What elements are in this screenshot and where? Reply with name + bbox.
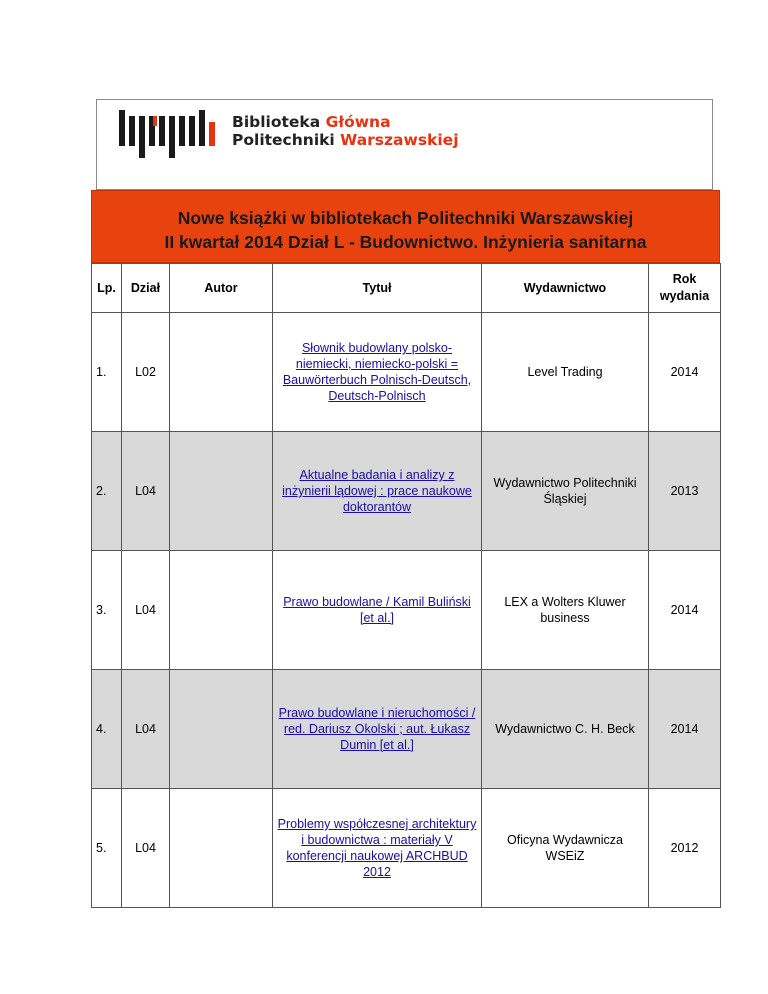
table-row: [92, 551, 721, 670]
header-lp: Lp.: [92, 264, 122, 313]
cell-rok: 2012: [649, 789, 721, 908]
cell-dzial: L04: [122, 551, 170, 670]
library-logo-icon: [119, 108, 219, 158]
header-rok: Rok wydania: [649, 264, 721, 313]
header-dzial: Dział: [122, 264, 170, 313]
library-logo-box: [96, 99, 713, 190]
cell-lp: 3.: [92, 551, 122, 670]
cell-tytul: [273, 313, 482, 432]
cell-rok: 2013: [649, 432, 721, 551]
book-title-link[interactable]: Problemy współczesnej architektury i budownictwa : materiały V konferencji naukowej ARCHBUD 2012: [277, 817, 477, 879]
library-logo-text: Biblioteka Główna Politechniki Warszawskiej: [232, 113, 459, 149]
cell-dzial: L04: [122, 789, 170, 908]
cell-dzial: L04: [122, 670, 170, 789]
header-autor: Autor: [170, 264, 273, 313]
cell-autor: [170, 551, 273, 670]
cell-tytul: [273, 670, 482, 789]
cell-tytul: [273, 789, 482, 908]
page-title: Nowe książki w bibliotekach Politechniki Warszawskiej: [177, 208, 634, 228]
cell-autor: [170, 432, 273, 551]
header-tytul: Tytuł: [273, 264, 482, 313]
cell-lp: 2.: [92, 432, 122, 551]
cell-dzial: L04: [122, 432, 170, 551]
cell-autor: [170, 313, 273, 432]
cell-wydawnictwo: LEX a Wolters Kluwer business: [482, 551, 649, 670]
table-row: [92, 789, 721, 908]
cell-tytul: [273, 551, 482, 670]
cell-rok: 2014: [649, 670, 721, 789]
cell-tytul: [273, 432, 482, 551]
cell-autor: [170, 789, 273, 908]
table-row: [92, 313, 721, 432]
cell-wydawnictwo: Wydawnictwo C. H. Beck: [482, 670, 649, 789]
cell-lp: 5.: [92, 789, 122, 908]
book-title-link[interactable]: Prawo budowlane / Kamil Buliński [et al.]: [283, 595, 471, 625]
cell-rok: 2014: [649, 313, 721, 432]
books-table: [91, 263, 721, 908]
cell-wydawnictwo: Level Trading: [482, 313, 649, 432]
header-wydawnictwo: Wydawnictwo: [482, 264, 649, 313]
book-title-link[interactable]: Prawo budowlane i nieruchomości / red. Dariusz Okolski ; aut. Łukasz Dumin [et al.]: [278, 706, 476, 752]
cell-autor: [170, 670, 273, 789]
book-title-link[interactable]: Słownik budowlany polsko-niemiecki, niemiecko-polski = Bauwörterbuch Polnisch-Deutsch, Deutsch-Polnisch: [282, 341, 472, 403]
cell-lp: 1.: [92, 313, 122, 432]
page-title-banner: [91, 190, 720, 263]
cell-rok: 2014: [649, 551, 721, 670]
book-title-link[interactable]: Aktualne badania i analizy z inżynierii lądowej : prace naukowe doktorantów: [282, 468, 472, 514]
table-row: [92, 432, 721, 551]
cell-dzial: L02: [122, 313, 170, 432]
page-subtitle: II kwartał 2014 Dział L - Budownictwo. Inżynieria sanitarna: [164, 232, 647, 252]
table-header-row: [92, 264, 721, 313]
table-row: [92, 670, 721, 789]
cell-wydawnictwo: Oficyna Wydawnicza WSEiZ: [482, 789, 649, 908]
cell-lp: 4.: [92, 670, 122, 789]
cell-wydawnictwo: Wydawnictwo Politechniki Śląskiej: [482, 432, 649, 551]
